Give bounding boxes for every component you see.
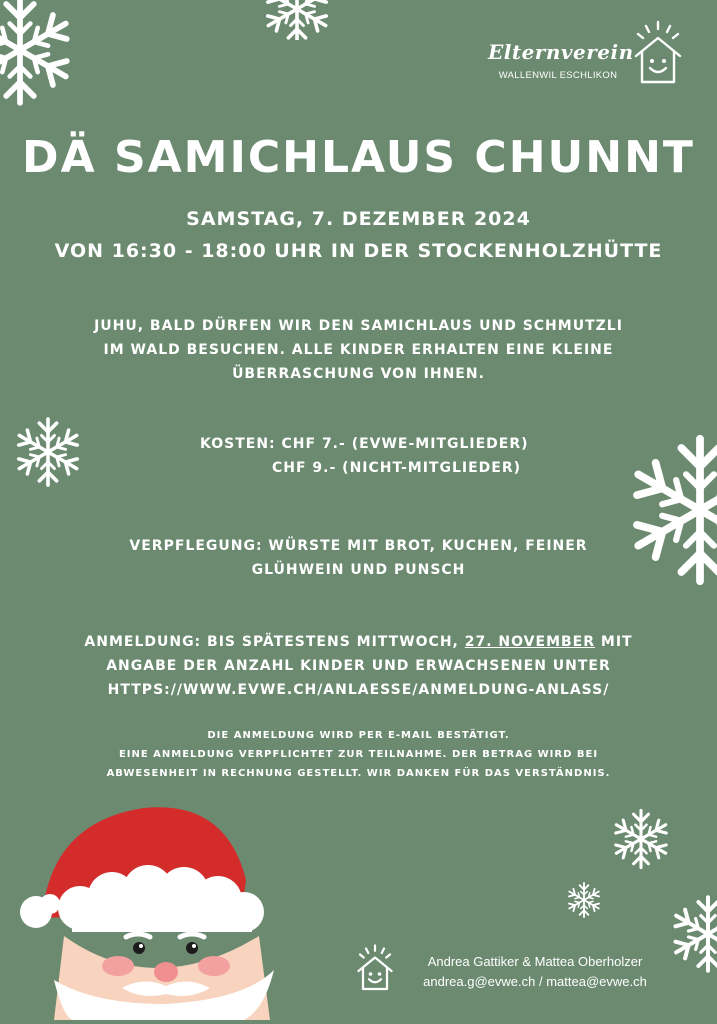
smiling-house-icon — [628, 20, 688, 92]
snowflake-icon — [608, 806, 674, 872]
costs-section — [200, 432, 529, 480]
contact-names: Andrea Gattiker & Mattea Oberholzer — [427, 954, 643, 969]
snowflake-icon — [564, 880, 604, 920]
registration-note — [0, 726, 717, 783]
costs-members: CHF 7.- (EVWE-MITGLIEDER) — [281, 436, 529, 452]
intro-line: IM WALD BESUCHEN. ALLE KINDER ERHALTEN EINE KLEINE — [103, 342, 614, 358]
note-line: ABWESENHEIT IN RECHNUNG GESTELLT. WIR DANKEN FÜR DAS VERSTÄNDNIS. — [106, 768, 611, 779]
registration-url-link[interactable]: HTTPS://WWW.EVWE.CH/ANLAESSE/ANMELDUNG-ANLASS/ — [107, 682, 610, 698]
note-line: DIE ANMELDUNG WIRD PER E-MAIL BESTÄTIGT. — [207, 730, 510, 741]
registration-suffix: MIT — [600, 634, 633, 650]
food-line: GLÜHWEIN UND PUNSCH — [251, 562, 466, 578]
santa-illustration — [14, 800, 284, 1024]
contact-block — [352, 944, 672, 994]
costs-nonmembers: CHF 9.- (NICHT-MITGLIEDER) — [272, 460, 522, 476]
snowflake-icon — [10, 412, 86, 492]
registration-section — [0, 630, 717, 702]
snowflake-icon — [260, 0, 334, 40]
costs-row-nonmembers — [200, 456, 529, 480]
registration-prefix: ANMELDUNG: BIS SPÄTESTENS MITTWOCH, — [84, 634, 459, 650]
costs-row-members — [200, 432, 529, 456]
contact-emails[interactable]: andrea.g@evwe.ch / mattea@evwe.ch — [423, 974, 647, 989]
page-title: DÄ SAMICHLAUS CHUNNT — [22, 132, 695, 183]
snowflake-icon — [0, 0, 80, 120]
food-section — [0, 534, 717, 582]
snowflake-icon — [666, 892, 717, 976]
logo — [488, 20, 698, 90]
logo-subtitle: WALLENWIL ESCHLIKON — [498, 70, 618, 81]
event-time-location: VON 16:30 - 18:00 UHR IN DER STOCKENHOLZHÜTTE — [54, 240, 663, 262]
note-line: EINE ANMELDUNG VERPFLICHTET ZUR TEILNAHME. DER BETRAG WIRD BEI — [118, 749, 599, 760]
food-line: VERPFLEGUNG: WÜRSTE MIT BROT, KUCHEN, FEINER — [129, 538, 588, 554]
costs-label: KOSTEN: — [200, 436, 276, 452]
smiling-house-icon — [352, 944, 398, 996]
event-date: SAMSTAG, 7. DEZEMBER 2024 — [186, 208, 531, 230]
registration-deadline: 27. NOVEMBER — [464, 634, 596, 650]
intro-line: ÜBERRASCHUNG VON IHNEN. — [232, 366, 485, 382]
registration-line — [0, 630, 717, 654]
registration-line: ANGABE DER ANZAHL KINDER UND ERWACHSENEN UNTER — [106, 658, 611, 674]
intro-text — [0, 314, 717, 386]
logo-script-text: Elternverein — [488, 40, 634, 64]
intro-line: JUHU, BALD DÜRFEN WIR DEN SAMICHLAUS UND SCHMUTZLI — [94, 318, 623, 334]
